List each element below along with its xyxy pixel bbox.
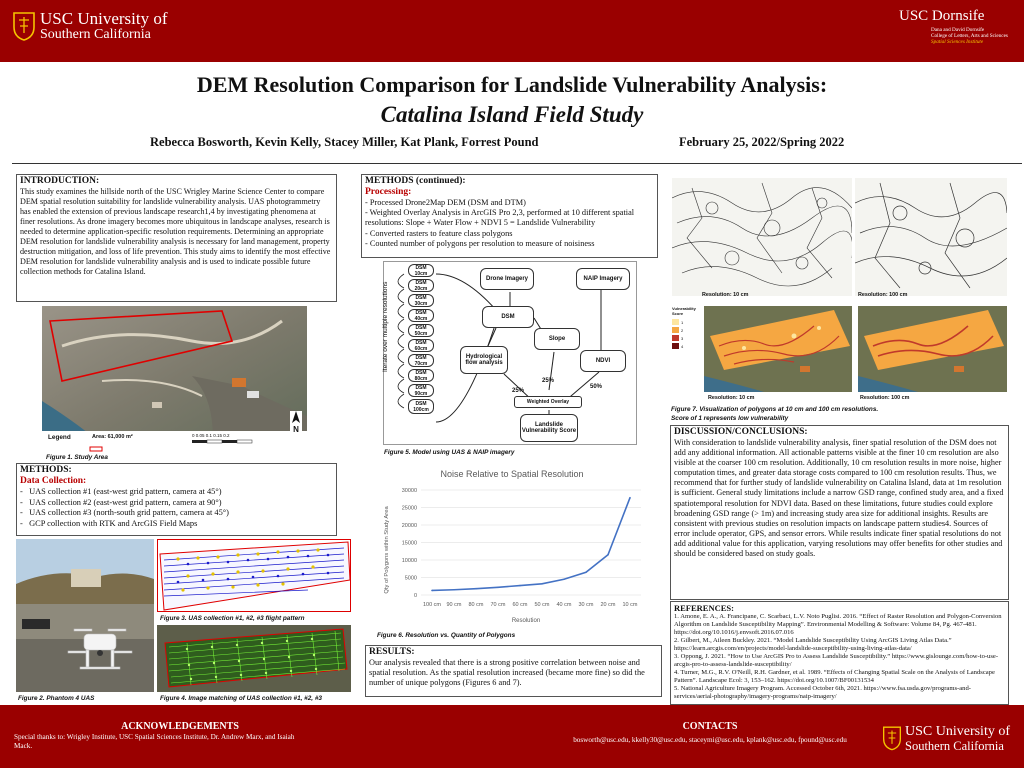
chart-data-point bbox=[475, 588, 477, 590]
dornsife-logo: USC Dornsife bbox=[899, 8, 985, 24]
naip-imagery-node: NAIP Imagery bbox=[576, 268, 630, 290]
polygon-visualization-figure bbox=[670, 176, 1009, 404]
iterate-label: Iterate over multiple resolutions bbox=[382, 281, 389, 372]
introduction-heading: INTRODUCTION: bbox=[20, 176, 100, 186]
landslide-score-node: Landslide Vulnerability Score bbox=[520, 414, 578, 442]
chart-canvas bbox=[371, 462, 651, 627]
chart-y-tick-label: 20000 bbox=[401, 523, 417, 529]
date: February 25, 2022/Spring 2022 bbox=[679, 135, 845, 149]
slope-node: Slope bbox=[534, 328, 580, 350]
methods-continued-heading: METHODS (continued): bbox=[365, 176, 466, 186]
chart-y-tick-label: 15000 bbox=[401, 540, 417, 547]
chart-data-point bbox=[453, 589, 455, 591]
fig1-caption: Figure 1. Study Area bbox=[46, 454, 108, 461]
acknowledgements-body: Special thanks to: Wrigley Institute, USC Spatial Sciences Institute, Dr. Andrew Marx, and Isaiah Mack. bbox=[14, 733, 295, 750]
methods-continued-box bbox=[361, 174, 658, 258]
hydro-node: Hydrological flow analysis bbox=[460, 346, 508, 374]
ndvi-node: NDVI bbox=[580, 350, 626, 372]
chart-x-tick-label: 40 cm bbox=[556, 602, 572, 608]
outline-map-10cm bbox=[672, 178, 852, 296]
chart-series-line bbox=[432, 498, 630, 591]
chart-y-tick-label: 0 bbox=[413, 593, 417, 599]
fig3-caption: Figure 3. UAS collection #1, #2, #3 flight pattern bbox=[160, 615, 305, 622]
chart-x-tick-label: 10 cm bbox=[622, 602, 638, 608]
references-box bbox=[670, 601, 1009, 705]
results-box bbox=[365, 645, 662, 697]
dsm-node: DSM 40cm bbox=[408, 309, 434, 322]
fig7-caption-line2: Score of 1 represents low vulnerability bbox=[671, 415, 789, 422]
list-item: - UAS collection #2 (east-west grid pattern, camera at 90°) bbox=[20, 497, 222, 507]
chart-data-point bbox=[563, 578, 565, 580]
chart-y-tick-label: 30000 bbox=[401, 488, 417, 494]
usc-logo-line1: USC University of bbox=[40, 9, 168, 28]
contacts-body: bosworth@usc.edu, kkelly30@usc.edu, staceymi@usc.edu, kplank@usc.edu, fpound@usc.edu bbox=[573, 736, 847, 744]
discussion-heading: DISCUSSION/CONCLUSIONS: bbox=[674, 427, 808, 437]
fig6-caption: Figure 6. Resolution vs. Quantity of Polygons bbox=[377, 632, 516, 639]
study-area-map bbox=[42, 306, 307, 453]
reference-item: 4. Turner, M.G., R.V. O'Neill, R.H. Gardner, et al. 1989. “Effects of Changing Spatial Scale on the Analysis of Landscape Pattern”. Landscape Ecol: 3, 153–162. https://doi.org/10.1007/BF00131534 bbox=[674, 669, 995, 684]
weighted-overlay-node: Weighted Overlay bbox=[514, 396, 582, 408]
authors: Rebecca Bosworth, Kevin Kelly, Stacey Miller, Kat Plank, Forrest Pound bbox=[150, 135, 539, 149]
legend-item: 1 bbox=[672, 319, 702, 325]
chart-data-point bbox=[519, 585, 521, 587]
chart-data-point bbox=[629, 497, 631, 499]
weight-slope: 25% bbox=[542, 378, 555, 384]
dsm-node: DSM 100cm bbox=[408, 399, 434, 414]
weight-ndvi: 50% bbox=[590, 384, 603, 390]
methods-heading: METHODS: bbox=[20, 465, 72, 475]
processing-heading: Processing: bbox=[365, 187, 412, 197]
reference-item: 2. Gilbert, M., Aileen Buckley. 2021. “Model Landslide Susceptibility Using ArcGIS Living Atlas Data.” https://learn.arcgis.com/en/projects/model-landslide-susceptibility-using-living-atlas-data/ bbox=[674, 637, 952, 652]
fig1-scale-label: 0 0.05 0.1 0.15 0.2 bbox=[192, 433, 230, 438]
dsm-node: DSM 60cm bbox=[408, 339, 434, 352]
res-100cm-label-bottom: Resolution: 100 cm bbox=[860, 395, 910, 401]
image-matching-figure bbox=[157, 625, 351, 692]
introduction-body: This study examines the hillside north of the USC Wrigley Marine Science Center to compare DEM spatial resolution suitability for landslide vulnerability analysis. UAS photogrammetry has enabled the extension of previous landscape research1,4 by investigating phenomena at finer resolutions. As drone imagery becomes more ubiquitous in landscape analyses, research is needed to determine application-specific resolution requirements. Determining an appropriate DEM resolution for landslide vulnerability analysis is necessary for land management, property destruction mitigation, and loss of life prevention. This study aims to identify the most effective DEM resolution for landslide vulnerability analysis and is used to indicate possible future collection methods for Catalina Island. bbox=[20, 187, 331, 276]
top-banner bbox=[0, 0, 1024, 62]
dsm-main-node: DSM bbox=[482, 306, 534, 328]
chart-data-point bbox=[431, 590, 433, 592]
chart-x-tick-label: 80 cm bbox=[468, 602, 484, 608]
vulnerability-map-10cm bbox=[704, 306, 852, 392]
discussion-box bbox=[670, 425, 1009, 600]
legend-item: 3 bbox=[672, 335, 702, 341]
dsm-node: DSM 50cm bbox=[408, 324, 434, 337]
bottom-banner bbox=[0, 705, 1024, 768]
dsm-node: DSM 90cm bbox=[408, 384, 434, 397]
north-arrow-icon bbox=[290, 411, 302, 435]
chart-x-tick-label: 90 cm bbox=[446, 602, 462, 608]
noise-chart bbox=[371, 462, 651, 627]
list-item: - UAS collection #3 (north-south grid pattern, camera at 45°) bbox=[20, 508, 229, 518]
chart-x-tick-label: 30 cm bbox=[578, 602, 594, 608]
dornsife-sub2: College of Letters, Arts and Sciences bbox=[931, 33, 1008, 39]
flight-pattern-figure bbox=[157, 539, 351, 612]
vulnerability-map-100cm bbox=[858, 306, 1007, 392]
fig4-caption: Figure 4. Image matching of UAS collection #1, #2, #3 bbox=[160, 695, 322, 702]
fig1-area-label: Area: 61,000 m² bbox=[92, 434, 133, 440]
model-flowchart bbox=[383, 261, 637, 445]
dsm-node: DSM 80cm bbox=[408, 369, 434, 382]
fig1-legend-label: Legend bbox=[48, 434, 71, 441]
title-divider bbox=[12, 163, 1022, 164]
usc-logo-line2: Southern California bbox=[40, 27, 151, 42]
data-collection-heading: Data Collection: bbox=[20, 476, 87, 486]
chart-y-tick-label: 5000 bbox=[404, 575, 417, 582]
dsm-node: DSM 70cm bbox=[408, 354, 434, 367]
reference-item: 1. Amone, E. A., A. Francipane, C. Scarbaci, L.V. Noto Puglisi. 2016. “Effect of Raster Resolution and Polygon-Conversion Algorithm on Landslide Susceptibility Mapping”. Environmental Modelling & Software: Volume 84, Pg. 467-481. https://doi.org/10.1016/j.envsoft.2016.07.016 bbox=[674, 613, 1002, 636]
discussion-body: With consideration to landslide vulnerability analysis, finer spatial resolution of the DSM does not add any additional information. All actionable patterns visible at the finer 10 cm resolution are also visible at the coarser 100 cm resolution. Additionally, 10 cm resolution results in more noise, higher computation times, and greater data storage costs compared to 100 cm resolution results. Thus, we recommend that for further study of landslide vulnerability on Catalina Island, data at 1m resolution is sufficient. General study limitations include a narrow GSD range, confined study area, and a fixed spatiotemporal resolution for NDVI data. Based on these limitations, future studies could explore broadening GSD range (> 1m) and increasing study area size for additional insights. Results are consistent with previous studies on resolution impacts on landscape pattern studies4. Sources of error include operator, GPS, and sensor errors. While results indicate finer spatial resolutions do not add additional value for this application, varying resolutions may offer benefits for other studies and should be considered based on study goals. bbox=[674, 438, 1004, 559]
reference-item: 5. National Agriculture Imagery Program. Accessed October 6th, 2021. https://www.fsa.usda.gov/programs-and-services/aerial-photography/imagery-programs/naip-imagery/ bbox=[674, 685, 971, 700]
processing-item: - Processed Drone2Map DEM (DSM and DTM) bbox=[365, 198, 526, 207]
outline-map-100cm bbox=[855, 178, 1007, 296]
list-item: - UAS collection #1 (east-west grid pattern, camera at 45°) bbox=[20, 487, 222, 496]
processing-item: - Counted number of polygons per resolution to measure of noisiness bbox=[365, 238, 595, 248]
contacts-heading: CONTACTS bbox=[682, 721, 738, 732]
chart-x-axis-label: Resolution bbox=[511, 618, 541, 624]
dsm-node: DSM 20cm bbox=[408, 279, 434, 292]
legend-item: 2 bbox=[672, 327, 702, 333]
data-collection-list bbox=[20, 487, 333, 529]
chart-data-point bbox=[585, 571, 587, 573]
usc-logo-line2-footer: Southern California bbox=[905, 739, 1004, 753]
acknowledgements-heading: ACKNOWLEDGEMENTS bbox=[121, 721, 239, 732]
phantom-drone-photo bbox=[16, 539, 154, 692]
chart-x-tick-label: 60 cm bbox=[512, 602, 528, 608]
poster-subtitle: Catalina Island Field Study bbox=[380, 102, 644, 127]
dsm-node: DSM 10cm bbox=[408, 264, 434, 277]
chart-data-point bbox=[497, 587, 499, 589]
reference-item: 3. Oppong, J. 2021. “How to Use ArcGIS Pro to Assess Landslide Susceptibility.” https://www.gislounge.com/how-to-use-arcgis-pro-to-assess-landslide-susceptibility/ bbox=[674, 653, 999, 668]
res-10cm-label-bottom: Resolution: 10 cm bbox=[708, 395, 755, 401]
list-item: - GCP collection with RTK and ArcGIS Field Maps bbox=[20, 518, 198, 528]
chart-title: Noise Relative to Spatial Resolution bbox=[440, 469, 584, 479]
usc-seal-icon bbox=[882, 725, 902, 756]
chart-data-point bbox=[541, 583, 543, 585]
fig2-caption: Figure 2. Phantom 4 UAS bbox=[18, 695, 95, 702]
processing-item: - Converted rasters to feature class polygons bbox=[365, 228, 513, 238]
methods-box bbox=[16, 463, 337, 536]
fig7-caption-line1: Figure 7. Visualization of polygons at 10 cm and 100 cm resolutions. bbox=[671, 406, 879, 413]
weight-hydro: 25% bbox=[512, 388, 525, 394]
processing-item: - Weighted Overlay Analysis in ArcGIS Pro 2,3, performed at 10 different spatial resolutions: Slope + Water Flow + NDVI 5 = Landslide Vulnerability bbox=[365, 208, 635, 228]
dornsife-sub3: Spatial Sciences Institute bbox=[931, 39, 984, 45]
introduction-box bbox=[16, 174, 337, 302]
legend-item: 4 bbox=[672, 343, 702, 349]
chart-y-axis-label: Qty of Polygons within Study Area bbox=[384, 506, 390, 594]
chart-x-tick-label: 20 cm bbox=[600, 602, 616, 608]
dsm-node: DSM 30cm bbox=[408, 294, 434, 307]
chart-y-tick-label: 25000 bbox=[401, 505, 417, 512]
vulnerability-legend bbox=[672, 306, 702, 396]
usc-logo-line1-footer: USC University of bbox=[905, 724, 1010, 739]
fig5-caption: Figure 5. Model using UAS & NAIP imagery bbox=[384, 449, 515, 456]
chart-x-tick-label: 100 cm bbox=[422, 602, 442, 608]
chart-data-point bbox=[607, 554, 609, 556]
chart-x-tick-label: 70 cm bbox=[490, 602, 506, 608]
results-heading: RESULTS: bbox=[369, 647, 415, 657]
legend-title: Vulnerability Score bbox=[672, 306, 696, 316]
poster-title: DEM Resolution Comparison for Landslide Vulnerability Analysis: bbox=[196, 72, 828, 97]
results-body: Our analysis revealed that there is a strong positive correlation between noise and spatial resolution. As the spatial resolution increased (became more fine) so did the number of unique polygons (Figures 6 and 7). bbox=[369, 658, 645, 688]
dornsife-sub1: Dana and David Dornsife bbox=[931, 27, 985, 33]
chart-x-tick-label: 50 cm bbox=[534, 602, 550, 608]
res-100cm-label-top: Resolution: 100 cm bbox=[858, 292, 908, 298]
usc-seal-icon bbox=[12, 11, 36, 46]
chart-y-tick-label: 10000 bbox=[401, 558, 417, 564]
res-10cm-label-top: Resolution: 10 cm bbox=[702, 292, 749, 298]
references-heading: REFERENCES: bbox=[674, 603, 734, 613]
north-label: N bbox=[293, 425, 299, 434]
drone-imagery-node: Drone Imagery bbox=[480, 268, 534, 290]
